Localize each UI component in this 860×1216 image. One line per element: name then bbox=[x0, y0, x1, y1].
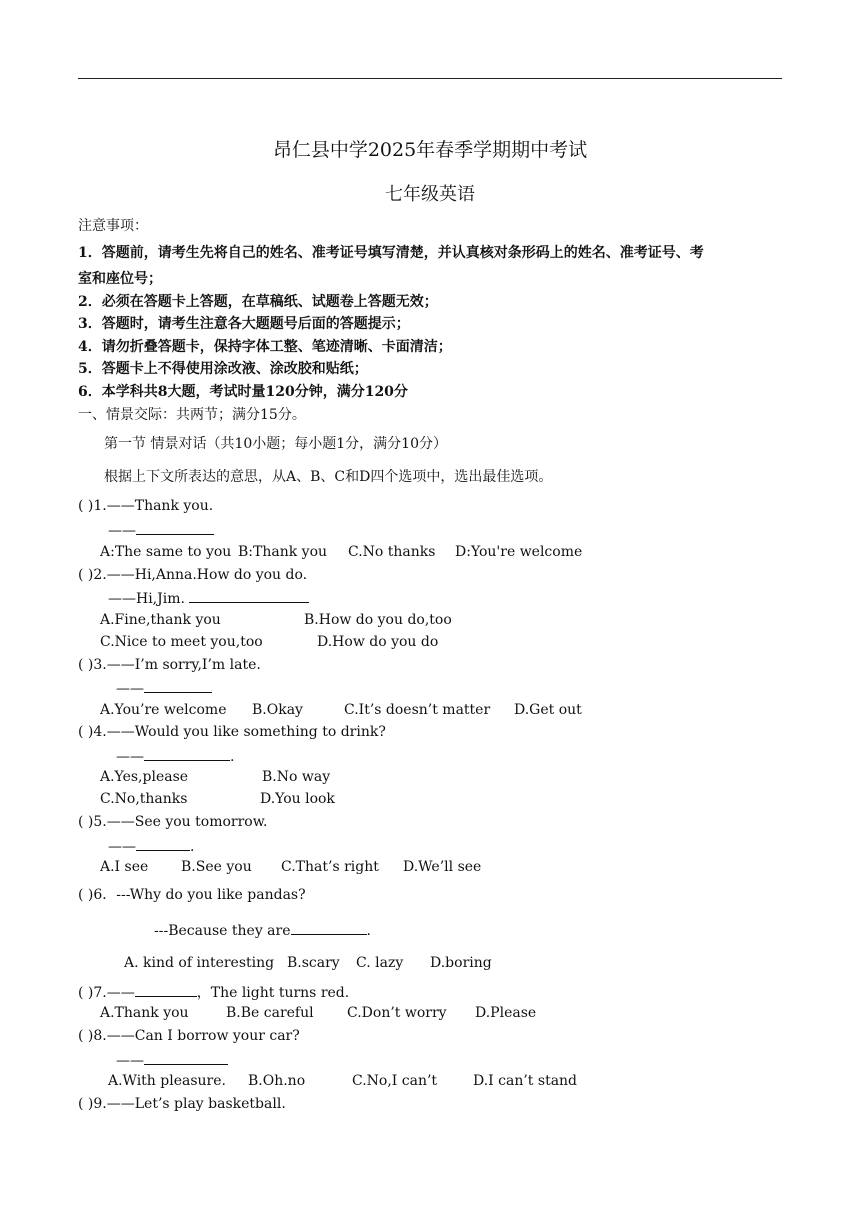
question-4-option-a: A.Yes,please bbox=[100, 769, 189, 785]
answer-blank[interactable] bbox=[135, 982, 197, 997]
section-part: 第一节 情景对话（共10小题；每小题1分，满分10分） bbox=[104, 436, 447, 452]
header-rule bbox=[78, 78, 782, 79]
answer-blank[interactable] bbox=[144, 678, 212, 693]
question-8-option-d: D.I can’t stand bbox=[473, 1073, 578, 1089]
answer-blank[interactable] bbox=[189, 588, 309, 603]
notice-heading: 注意事项： bbox=[78, 218, 148, 234]
question-4-reply: —— . bbox=[116, 746, 234, 766]
question-1-option-b: B:Thank you bbox=[238, 544, 328, 560]
question-5-option-c: C.That’s right bbox=[281, 859, 379, 875]
question-3-stem: ( )3.——I’m sorry,I’m late. bbox=[78, 657, 261, 673]
question-7-stem: ( )7.—— ，The light turns red. bbox=[78, 982, 349, 1002]
question-4-option-b: B.No way bbox=[262, 769, 331, 785]
question-6-option-b: B.scary bbox=[287, 955, 340, 971]
question-7-option-b: B.Be careful bbox=[226, 1005, 314, 1021]
question-8-stem: ( )8.——Can I borrow your car? bbox=[78, 1028, 300, 1044]
question-5-option-b: B.See you bbox=[181, 859, 252, 875]
question-7-option-c: C.Don’t worry bbox=[347, 1005, 447, 1021]
question-8-option-c: C.No,I can’t bbox=[352, 1073, 438, 1089]
question-1-option-a: A:The same to you bbox=[100, 544, 232, 560]
section-instruction: 根据上下文所表达的意思，从A、B、C和D四个选项中，选出最佳选项。 bbox=[104, 469, 553, 485]
notice-item-5: 5．答题卡上不得使用涂改液、涂改胶和贴纸； bbox=[78, 361, 368, 377]
question-4-option-d: D.You look bbox=[260, 791, 335, 807]
question-4-stem: ( )4.——Would you like something to drink? bbox=[78, 724, 386, 740]
question-5-option-a: A.I see bbox=[100, 859, 149, 875]
notice-item-1: 1．答题前，请考生先将自己的姓名、准考证号填写清楚，并认真核对条形码上的姓名、准考证号、考 bbox=[78, 245, 704, 261]
question-6-option-a: A. kind of interesting bbox=[124, 955, 275, 971]
question-1-option-d: D:You're welcome bbox=[455, 544, 583, 560]
question-5-reply: —— . bbox=[108, 836, 194, 856]
question-7-option-d: D.Please bbox=[475, 1005, 537, 1021]
question-6-option-c: C. lazy bbox=[356, 955, 404, 971]
question-3-option-a: A.You’re welcome bbox=[100, 702, 227, 718]
notice-item-2: 2．必须在答题卡上答题，在草稿纸、试题卷上答题无效； bbox=[78, 294, 438, 310]
question-7-option-a: A.Thank you bbox=[100, 1005, 189, 1021]
question-3-option-b: B.Okay bbox=[252, 702, 303, 718]
exam-subtitle: 七年级英语 bbox=[385, 184, 475, 205]
answer-blank[interactable] bbox=[136, 836, 190, 851]
question-3-option-c: C.It’s doesn’t matter bbox=[344, 702, 491, 718]
question-2-option-b: B.How do you do,too bbox=[304, 612, 452, 628]
question-1-option-c: C.No thanks bbox=[348, 544, 436, 560]
question-4-option-c: C.No,thanks bbox=[100, 791, 188, 807]
question-2-stem: ( )2.——Hi,Anna.How do you do. bbox=[78, 567, 308, 583]
question-2-option-a: A.Fine,thank you bbox=[100, 612, 221, 628]
answer-blank[interactable] bbox=[144, 746, 230, 761]
question-3-reply: —— bbox=[116, 678, 212, 698]
question-2-option-d: D.How do you do bbox=[317, 634, 439, 650]
question-6-option-d: D.boring bbox=[430, 955, 492, 971]
question-3-option-d: D.Get out bbox=[514, 702, 582, 718]
notice-item-3: 3．答题时，请考生注意各大题题号后面的答题提示； bbox=[78, 316, 410, 332]
notice-item-1-cont: 室和座位号； bbox=[78, 271, 162, 287]
question-2-reply: ——Hi,Jim. bbox=[108, 588, 309, 608]
question-5-stem: ( )5.——See you tomorrow. bbox=[78, 814, 268, 830]
question-9-stem: ( )9.——Let’s play basketball. bbox=[78, 1096, 286, 1112]
notice-item-6: 6．本学科共8大题，考试时量120分钟，满分120分 bbox=[78, 384, 408, 400]
question-8-option-a: A.With pleasure. bbox=[108, 1073, 226, 1089]
question-6-reply: ---Because they are . bbox=[154, 920, 371, 940]
exam-title: 昂仁县中学2025年春季学期期中考试 bbox=[272, 139, 588, 161]
question-1-stem: ( )1.——Thank you. bbox=[78, 498, 214, 514]
notice-item-4: 4．请勿折叠答题卡，保持字体工整、笔迹清晰、卡面清洁； bbox=[78, 339, 452, 355]
answer-blank[interactable] bbox=[291, 920, 367, 935]
question-8-reply: —— bbox=[116, 1050, 228, 1070]
question-1-reply: —— bbox=[108, 520, 214, 540]
answer-blank[interactable] bbox=[136, 520, 214, 535]
question-2-option-c: C.Nice to meet you,too bbox=[100, 634, 263, 650]
section-title: 一、情景交际：共两节；满分15分。 bbox=[78, 407, 306, 423]
question-8-option-b: B.Oh.no bbox=[248, 1073, 306, 1089]
question-5-option-d: D.We’ll see bbox=[403, 859, 482, 875]
question-6-stem: ( )6．---Why do you like pandas? bbox=[78, 887, 306, 903]
answer-blank[interactable] bbox=[144, 1050, 228, 1065]
